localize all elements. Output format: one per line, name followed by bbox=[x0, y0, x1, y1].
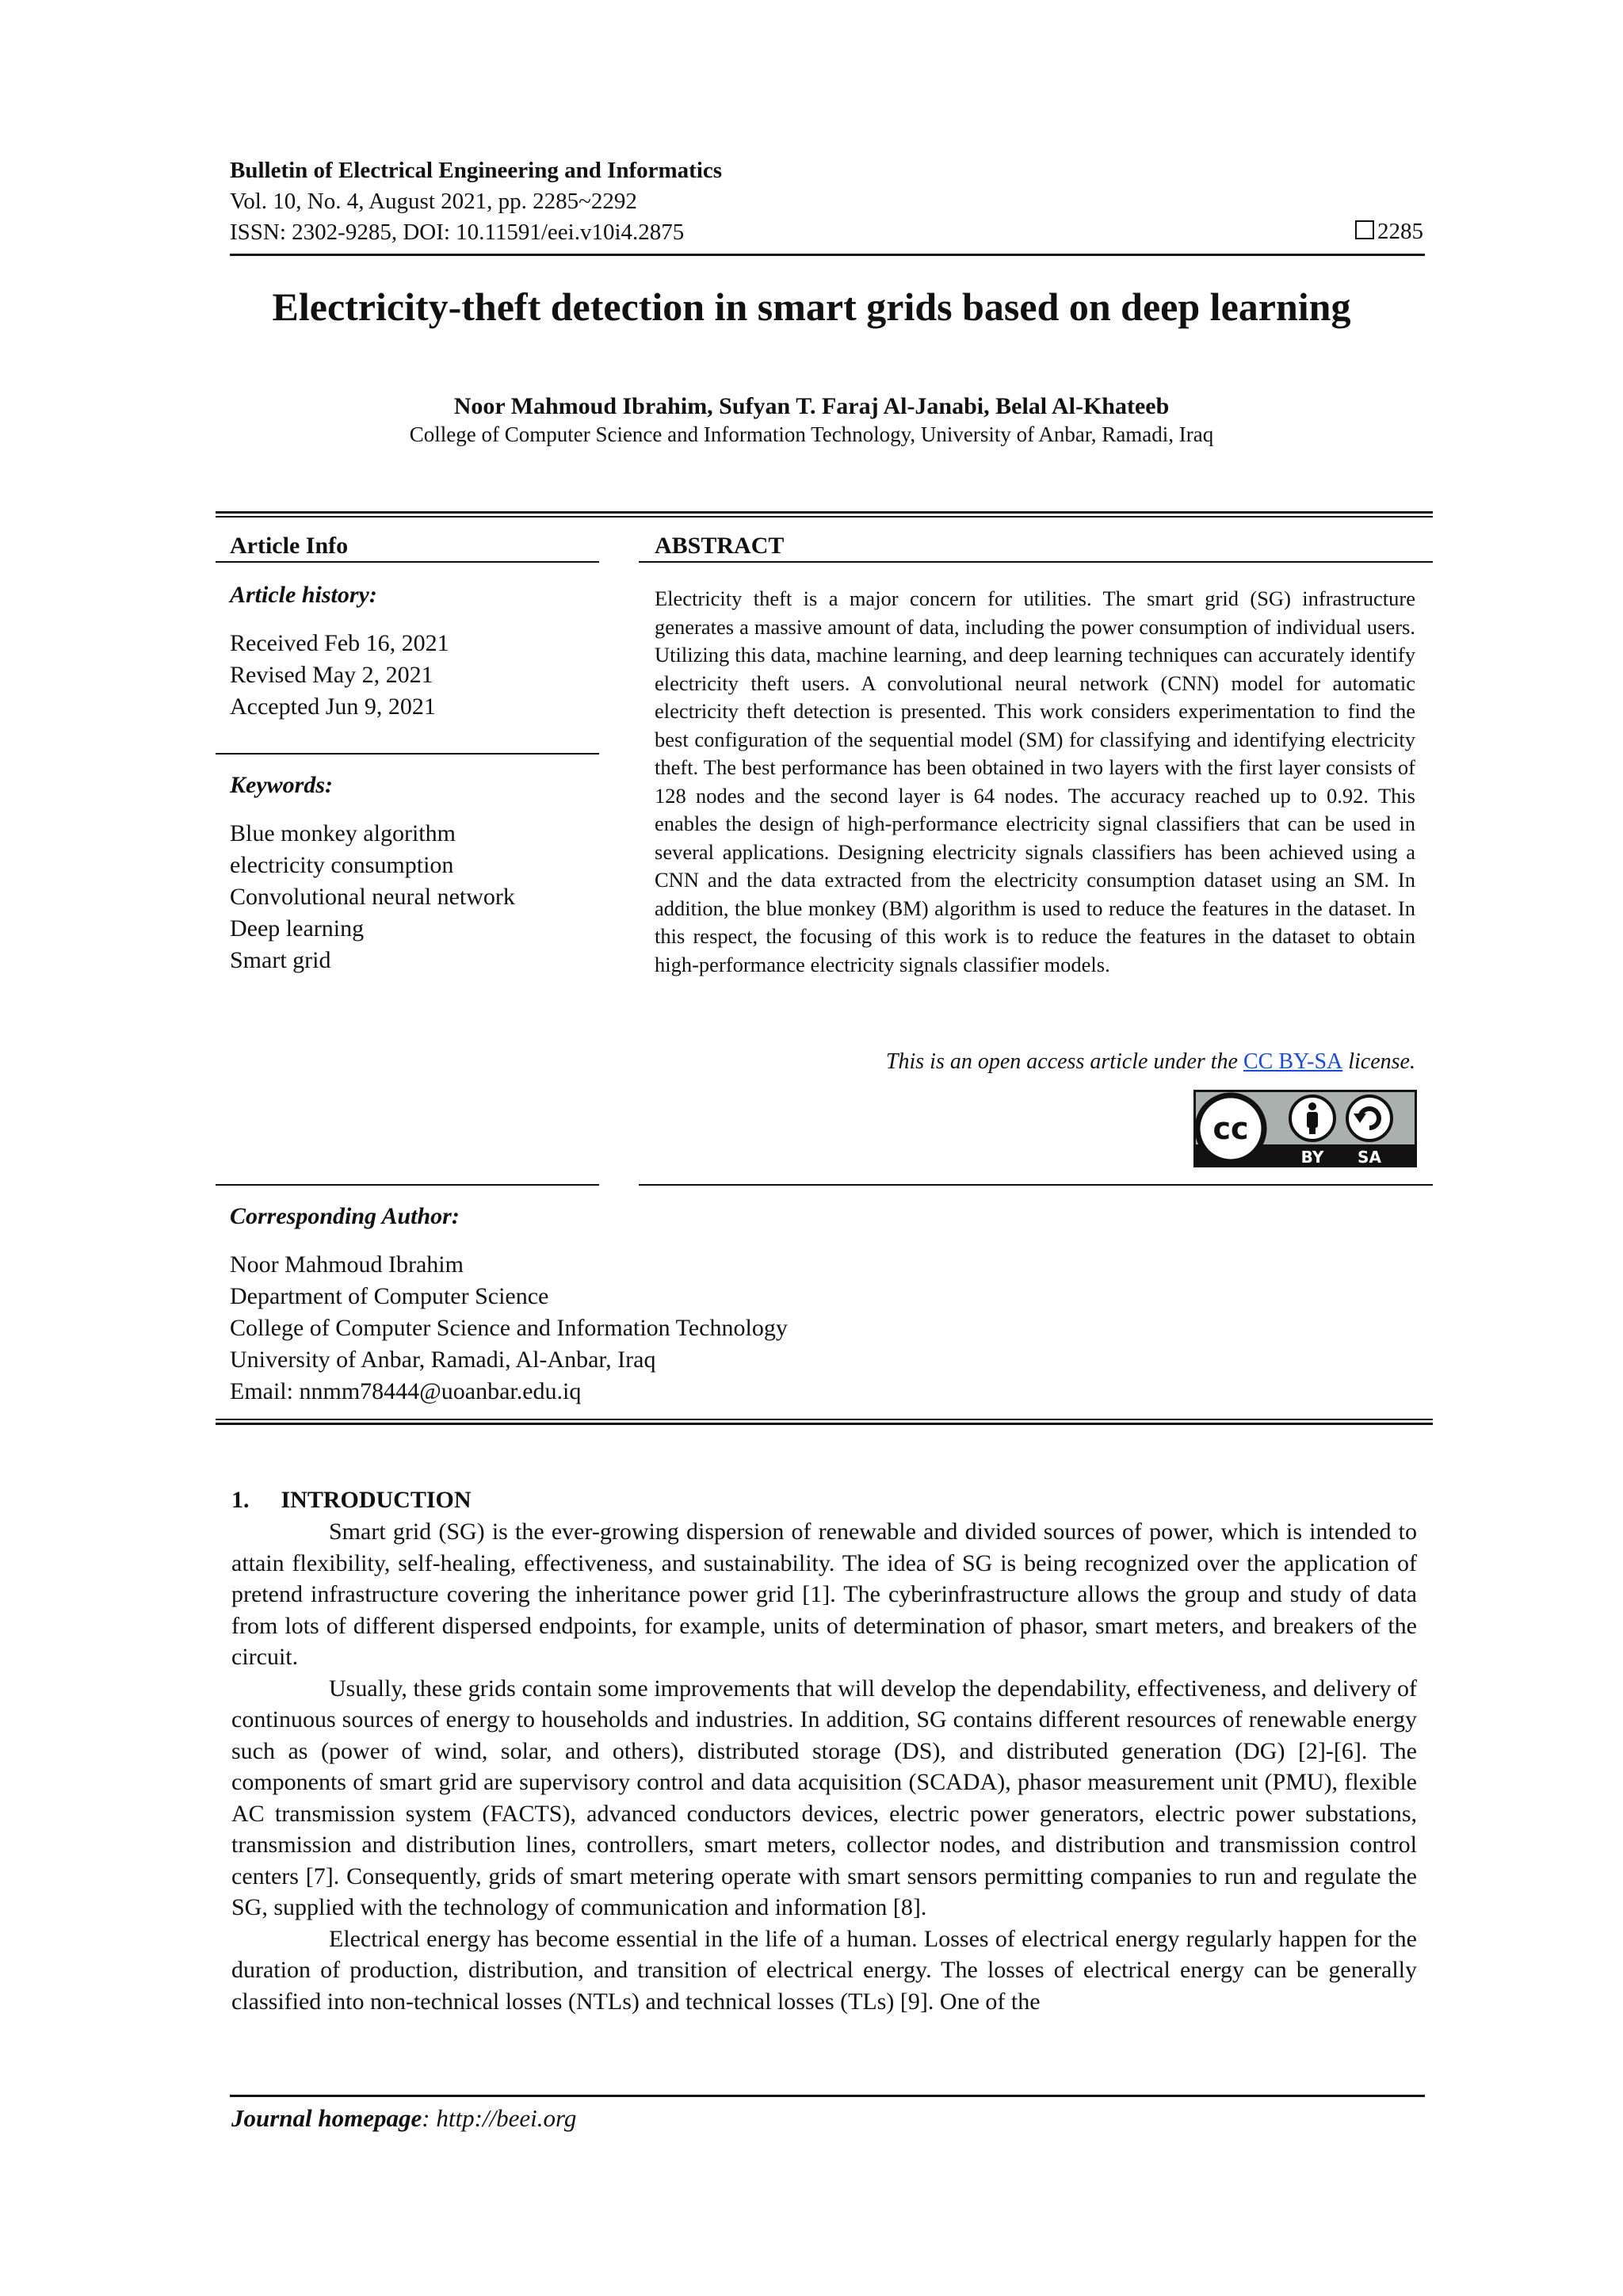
keyword: Smart grid bbox=[230, 947, 331, 973]
journal-volume: Vol. 10, No. 4, August 2021, pp. 2285~2292 bbox=[230, 189, 637, 214]
section-heading bbox=[231, 1487, 472, 1514]
footer bbox=[231, 2104, 576, 2133]
revised-date: Revised May 2, 2021 bbox=[230, 662, 433, 688]
corresponding-details bbox=[230, 1249, 788, 1408]
corresponding-name: Noor Mahmoud Ibrahim bbox=[230, 1251, 464, 1278]
introduction-body bbox=[231, 1516, 1417, 2017]
corresponding-college: College of Computer Science and Information Technology bbox=[230, 1315, 788, 1341]
journal-name: Bulletin of Electrical Engineering and Informatics bbox=[230, 158, 723, 183]
by-label: BY bbox=[1300, 1148, 1324, 1167]
info-box-bottom-rule-2 bbox=[216, 1423, 1433, 1425]
journal-issn: ISSN: 2302-9285, DOI: 10.11591/eei.v10i4.2875 bbox=[230, 220, 685, 245]
keyword: Blue monkey algorithm bbox=[230, 820, 456, 846]
footer-rule bbox=[230, 2095, 1425, 2097]
keywords-rule bbox=[216, 1184, 599, 1186]
page-number bbox=[1355, 219, 1423, 245]
info-box-bottom-rule bbox=[216, 1419, 1433, 1420]
open-access-prefix: This is an open access article under the bbox=[885, 1049, 1238, 1074]
page-box-icon bbox=[1355, 220, 1374, 239]
open-access-suffix: license. bbox=[1348, 1049, 1415, 1074]
keyword: electricity consumption bbox=[230, 852, 454, 878]
paragraph: Smart grid (SG) is the ever-growing dispersion of renewable and divided sources of power, which is intended to attain flexibility, self-healing, effectiveness, and sustainability. The idea of SG is being recognized over the application of pretend infrastructure covering the inheritance power grid [1]. The cyberinfrastructure allows the group and study of data from lots of different dispersed endpoints, for example, units of determination of phasor, smart meters, and breakers of the circuit. bbox=[231, 1519, 1417, 1670]
keyword: Deep learning bbox=[230, 915, 365, 942]
header-rule bbox=[230, 254, 1425, 256]
cc-icon-label: cc bbox=[1212, 1111, 1249, 1146]
paragraph: Usually, these grids contain some improvements that will develop the dependability, effectiveness, and delivery of continuous sources of energy to households and industries. In addition, SG contains different resources of renewable energy such as (power of wind, solar, and others), distributed storage (DS), and distributed generation (DG) [2]-[6]. The components of smart grid are supervisory control and data acquisition (SCADA), phasor measurement unit (PMU), flexible AC transmission system (FACTS), advanced conductors devices, electric power generators, electric power substations, transmission and distribution lines, controllers, smart meters, collector nodes, and distribution and transmission control centers [7]. Consequently, grids of smart metering operate with smart sensors permitting companies to run and regulate the SG, supplied with the technology of communication and information [8]. bbox=[231, 1675, 1417, 1920]
article-info-heading: Article Info bbox=[230, 533, 349, 559]
cc-by-sa-icon bbox=[1193, 1090, 1417, 1167]
license-link[interactable]: CC BY-SA bbox=[1243, 1049, 1343, 1074]
abstract-bottom-rule bbox=[639, 1184, 1433, 1186]
section-title: INTRODUCTION bbox=[281, 1487, 472, 1513]
cc-by-sa-badge[interactable] bbox=[1193, 1090, 1417, 1167]
section-number: 1. bbox=[231, 1487, 250, 1513]
abstract-text: Electricity theft is a major concern for utilities. The smart grid (SG) infrastructure generates a massive amount of data, including the power consumption of individual users. Utilizing this data, machine learning, and deep learning techniques can accurately identify electricity theft users. A convolutional neural network (CNN) model for automatic electricity theft detection is presented. This work considers experimentation to find the best configuration of the sequential model (SM) for classifying and identifying electricity theft. The best performance has been obtained in two layers with the first layer consists of 128 nodes and the second layer is 64 nodes. The accuracy reached up to 0.92. This enables the design of high-performance electricity signal classifiers that can be used in several applications. Designing electricity signals classifiers has been achieved using a CNN and the data extracted from the electricity consumption dataset using an SM. In addition, the blue monkey (BM) algorithm is used to reduce the features in the dataset. In this respect, the focusing of this work is to reduce the features in the dataset to obtain high-performance electricity signals classifier models. bbox=[655, 586, 1415, 976]
corresponding-university: University of Anbar, Ramadi, Al-Anbar, Iraq bbox=[230, 1347, 656, 1373]
page-number-value: 2285 bbox=[1377, 219, 1423, 244]
sa-label: SA bbox=[1358, 1148, 1381, 1167]
open-access-note bbox=[886, 1049, 1415, 1075]
paragraph: Electrical energy has become essential in the life of a human. Losses of electrical energy regularly happen for the duration of production, distribution, and transition of electrical energy. The losses of electrical energy can be generally classified into non-technical losses (NTLs) and technical losses (TLs) [9]. One of the bbox=[231, 1925, 1417, 2015]
abstract-rule bbox=[639, 561, 1433, 563]
footer-label: Journal homepage bbox=[231, 2104, 422, 2132]
corresponding-email: Email: nnmm78444@uoanbar.edu.iq bbox=[230, 1378, 582, 1404]
history-rule bbox=[216, 753, 599, 755]
keyword: Convolutional neural network bbox=[230, 884, 515, 910]
article-history-heading: Article history: bbox=[230, 582, 377, 608]
abstract-heading: ABSTRACT bbox=[655, 533, 785, 559]
corresponding-department: Department of Computer Science bbox=[230, 1283, 549, 1309]
info-box-top-rule bbox=[216, 511, 1433, 514]
affiliation: College of Computer Science and Information Technology, University of Anbar, Ramadi, Iraq bbox=[409, 422, 1214, 446]
paper-title: Electricity-theft detection in smart grids based on deep learning bbox=[272, 285, 1351, 329]
received-date: Received Feb 16, 2021 bbox=[230, 630, 449, 656]
article-info-rule bbox=[216, 561, 599, 563]
keyword-list bbox=[230, 818, 515, 976]
accepted-date: Accepted Jun 9, 2021 bbox=[230, 693, 436, 720]
journal-header bbox=[230, 155, 722, 248]
corresponding-heading: Corresponding Author: bbox=[230, 1203, 460, 1229]
info-box-top-rule-2 bbox=[216, 516, 1433, 518]
article-history bbox=[230, 628, 449, 723]
footer-url[interactable]: : http://beei.org bbox=[422, 2104, 577, 2132]
authors: Noor Mahmoud Ibrahim, Sufyan T. Faraj Al-Janabi, Belal Al-Khateeb bbox=[453, 393, 1170, 419]
keywords-heading: Keywords: bbox=[230, 772, 333, 798]
